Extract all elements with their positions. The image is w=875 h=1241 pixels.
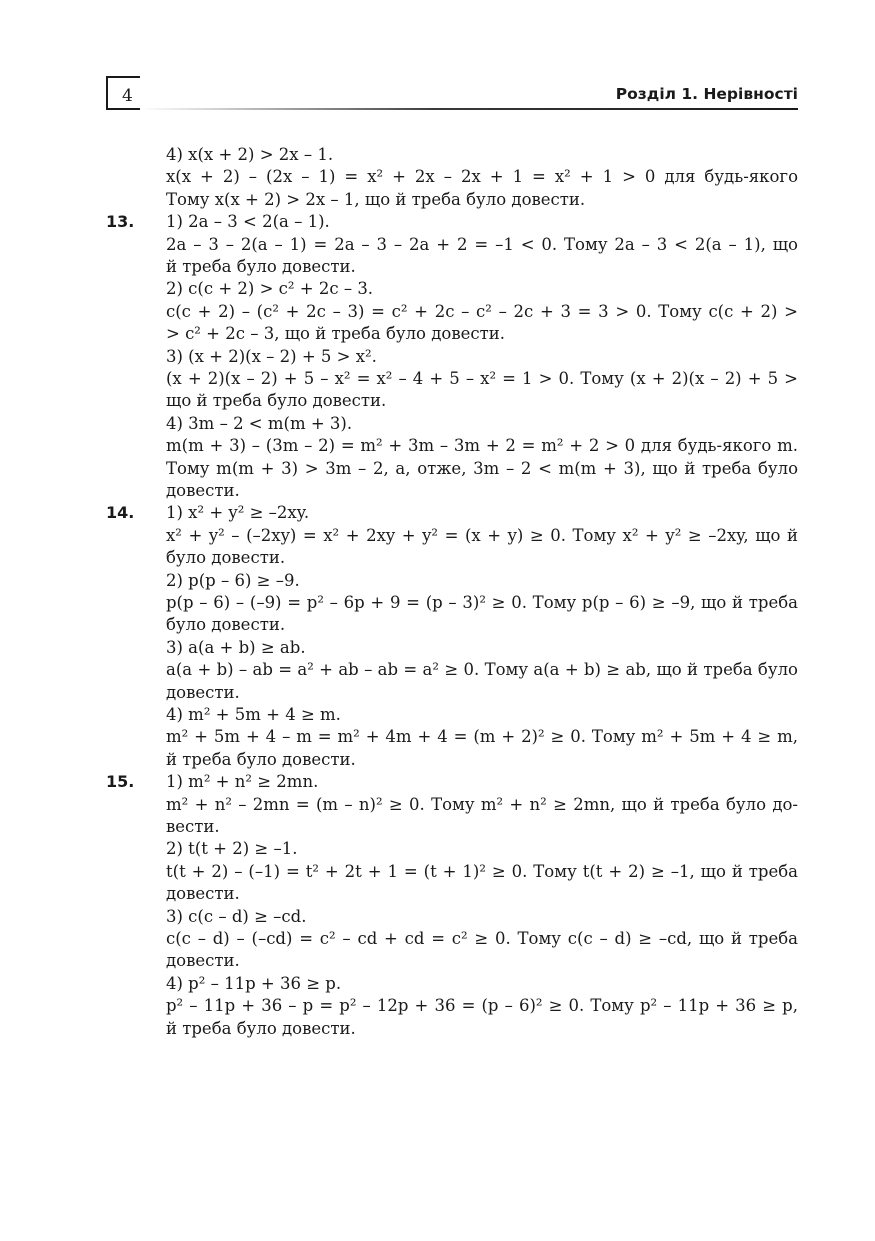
- section-title: Розділ 1. Нерівності: [615, 85, 798, 103]
- text-line: p(p – 6) – (–9) = p² – 6p + 9 = (p – 3)² ≥ 0. Тому p(p – 6) ≥ –9, що й треба: [166, 593, 798, 612]
- text-line: вести.: [166, 817, 220, 836]
- text-line: 4) m² + 5m + 4 ≥ m.: [166, 705, 341, 724]
- text-line: й треба було довести.: [166, 749, 356, 769]
- text-line: 2) p(p – 6) ≥ –9.: [166, 570, 300, 590]
- text-line: що й треба було довести.: [166, 391, 387, 411]
- text-line: 2) c(c + 2) > c² + 2c – 3.: [166, 279, 374, 299]
- text-line: t(t + 2) – (–1) = t² + 2t + 1 = (t + 1)² ≥ 0. Тому t(t + 2) ≥ –1, що й треба: [166, 861, 798, 881]
- text-line: x² + y² – (–2xy) = x² + 2xy + y² = (x + y) ≥ 0. Тому x² + y² ≥ –2xy, що й: [166, 525, 798, 545]
- text-line: x(x + 2) – (2x – 1) = x² + 2x – 2x + 1 = x² + 1 > 0 для будь-якого: [166, 167, 798, 187]
- text-line: a(a + b) – ab = a² + ab – ab = a² ≥ 0. Тому a(a + b) ≥ ab, що й треба було: [166, 660, 798, 680]
- text-line: 4) p² – 11p + 36 ≥ p.: [166, 973, 342, 993]
- exercise-number-14: 14.: [106, 503, 135, 523]
- text-line: було довести.: [166, 548, 286, 568]
- text-line: й треба було довести.: [166, 257, 356, 276]
- exercise-number-13: 13.: [106, 212, 135, 232]
- text-line: 3) (x + 2)(x – 2) + 5 > x².: [166, 346, 377, 366]
- header-rule: [140, 108, 798, 110]
- text-line: c(c – d) – (–cd) = c² – cd + cd = c² ≥ 0. Тому c(c – d) ≥ –cd, що й треба: [166, 929, 798, 948]
- text-line: 1) m² + n² ≥ 2mn.: [166, 772, 319, 792]
- text-line: 3) a(a + b) ≥ ab.: [166, 637, 306, 657]
- page-number: 4: [122, 86, 133, 106]
- text-line: m² + n² – 2mn = (m – n)² ≥ 0. Тому m² + n² ≥ 2mn, що й треба було до-: [166, 794, 798, 814]
- text-line: (x + 2)(x – 2) + 5 – x² = x² – 4 + 5 – x² = 1 > 0. Тому (x + 2)(x – 2) + 5 >: [166, 369, 798, 388]
- text-line: c(c + 2) – (c² + 2c – 3) = c² + 2c – c² – 2c + 3 = 3 > 0. Тому c(c + 2) >: [166, 301, 798, 321]
- text-line: 2a – 3 – 2(a – 1) = 2a – 3 – 2a + 2 = –1 < 0. Тому 2a – 3 < 2(a – 1), що: [166, 234, 798, 254]
- text-line: p² – 11p + 36 – p = p² – 12p + 36 = (p – 6)² ≥ 0. Тому p² – 11p + 36 ≥ p,: [166, 996, 798, 1016]
- text-line: довести.: [166, 884, 240, 904]
- text-line: 2) t(t + 2) ≥ –1.: [166, 839, 298, 859]
- text-line: > c² + 2c – 3, що й треба було довести.: [166, 324, 505, 344]
- text-line: Тому m(m + 3) > 3m – 2, а, отже, 3m – 2 < m(m + 3), що й треба було: [166, 458, 798, 478]
- page-number-box: [106, 76, 140, 110]
- text-line: довести.: [166, 682, 240, 702]
- text-line: довести.: [166, 481, 240, 500]
- text-line: 1) x² + y² ≥ –2xy.: [166, 503, 310, 523]
- text-line: було довести.: [166, 615, 286, 635]
- text-line: й треба було довести.: [166, 1018, 356, 1038]
- exercise-number-15: 15.: [106, 772, 135, 792]
- text-line: 3) c(c – d) ≥ –cd.: [166, 906, 307, 926]
- text-line: 1) 2a – 3 < 2(a – 1).: [166, 212, 330, 232]
- text-line: 4) 3m – 2 < m(m + 3).: [166, 413, 353, 433]
- text-line: m(m + 3) – (3m – 2) = m² + 3m – 3m + 2 = m² + 2 > 0 для будь-якого m.: [166, 436, 798, 456]
- text-line: 4) x(x + 2) > 2x – 1.: [166, 145, 334, 164]
- text-line: Тому x(x + 2) > 2x – 1, що й треба було довести.: [166, 189, 586, 209]
- text-line: m² + 5m + 4 – m = m² + 4m + 4 = (m + 2)² ≥ 0. Тому m² + 5m + 4 ≥ m,: [166, 727, 798, 747]
- text-line: довести.: [166, 951, 240, 971]
- page-header: [106, 76, 798, 112]
